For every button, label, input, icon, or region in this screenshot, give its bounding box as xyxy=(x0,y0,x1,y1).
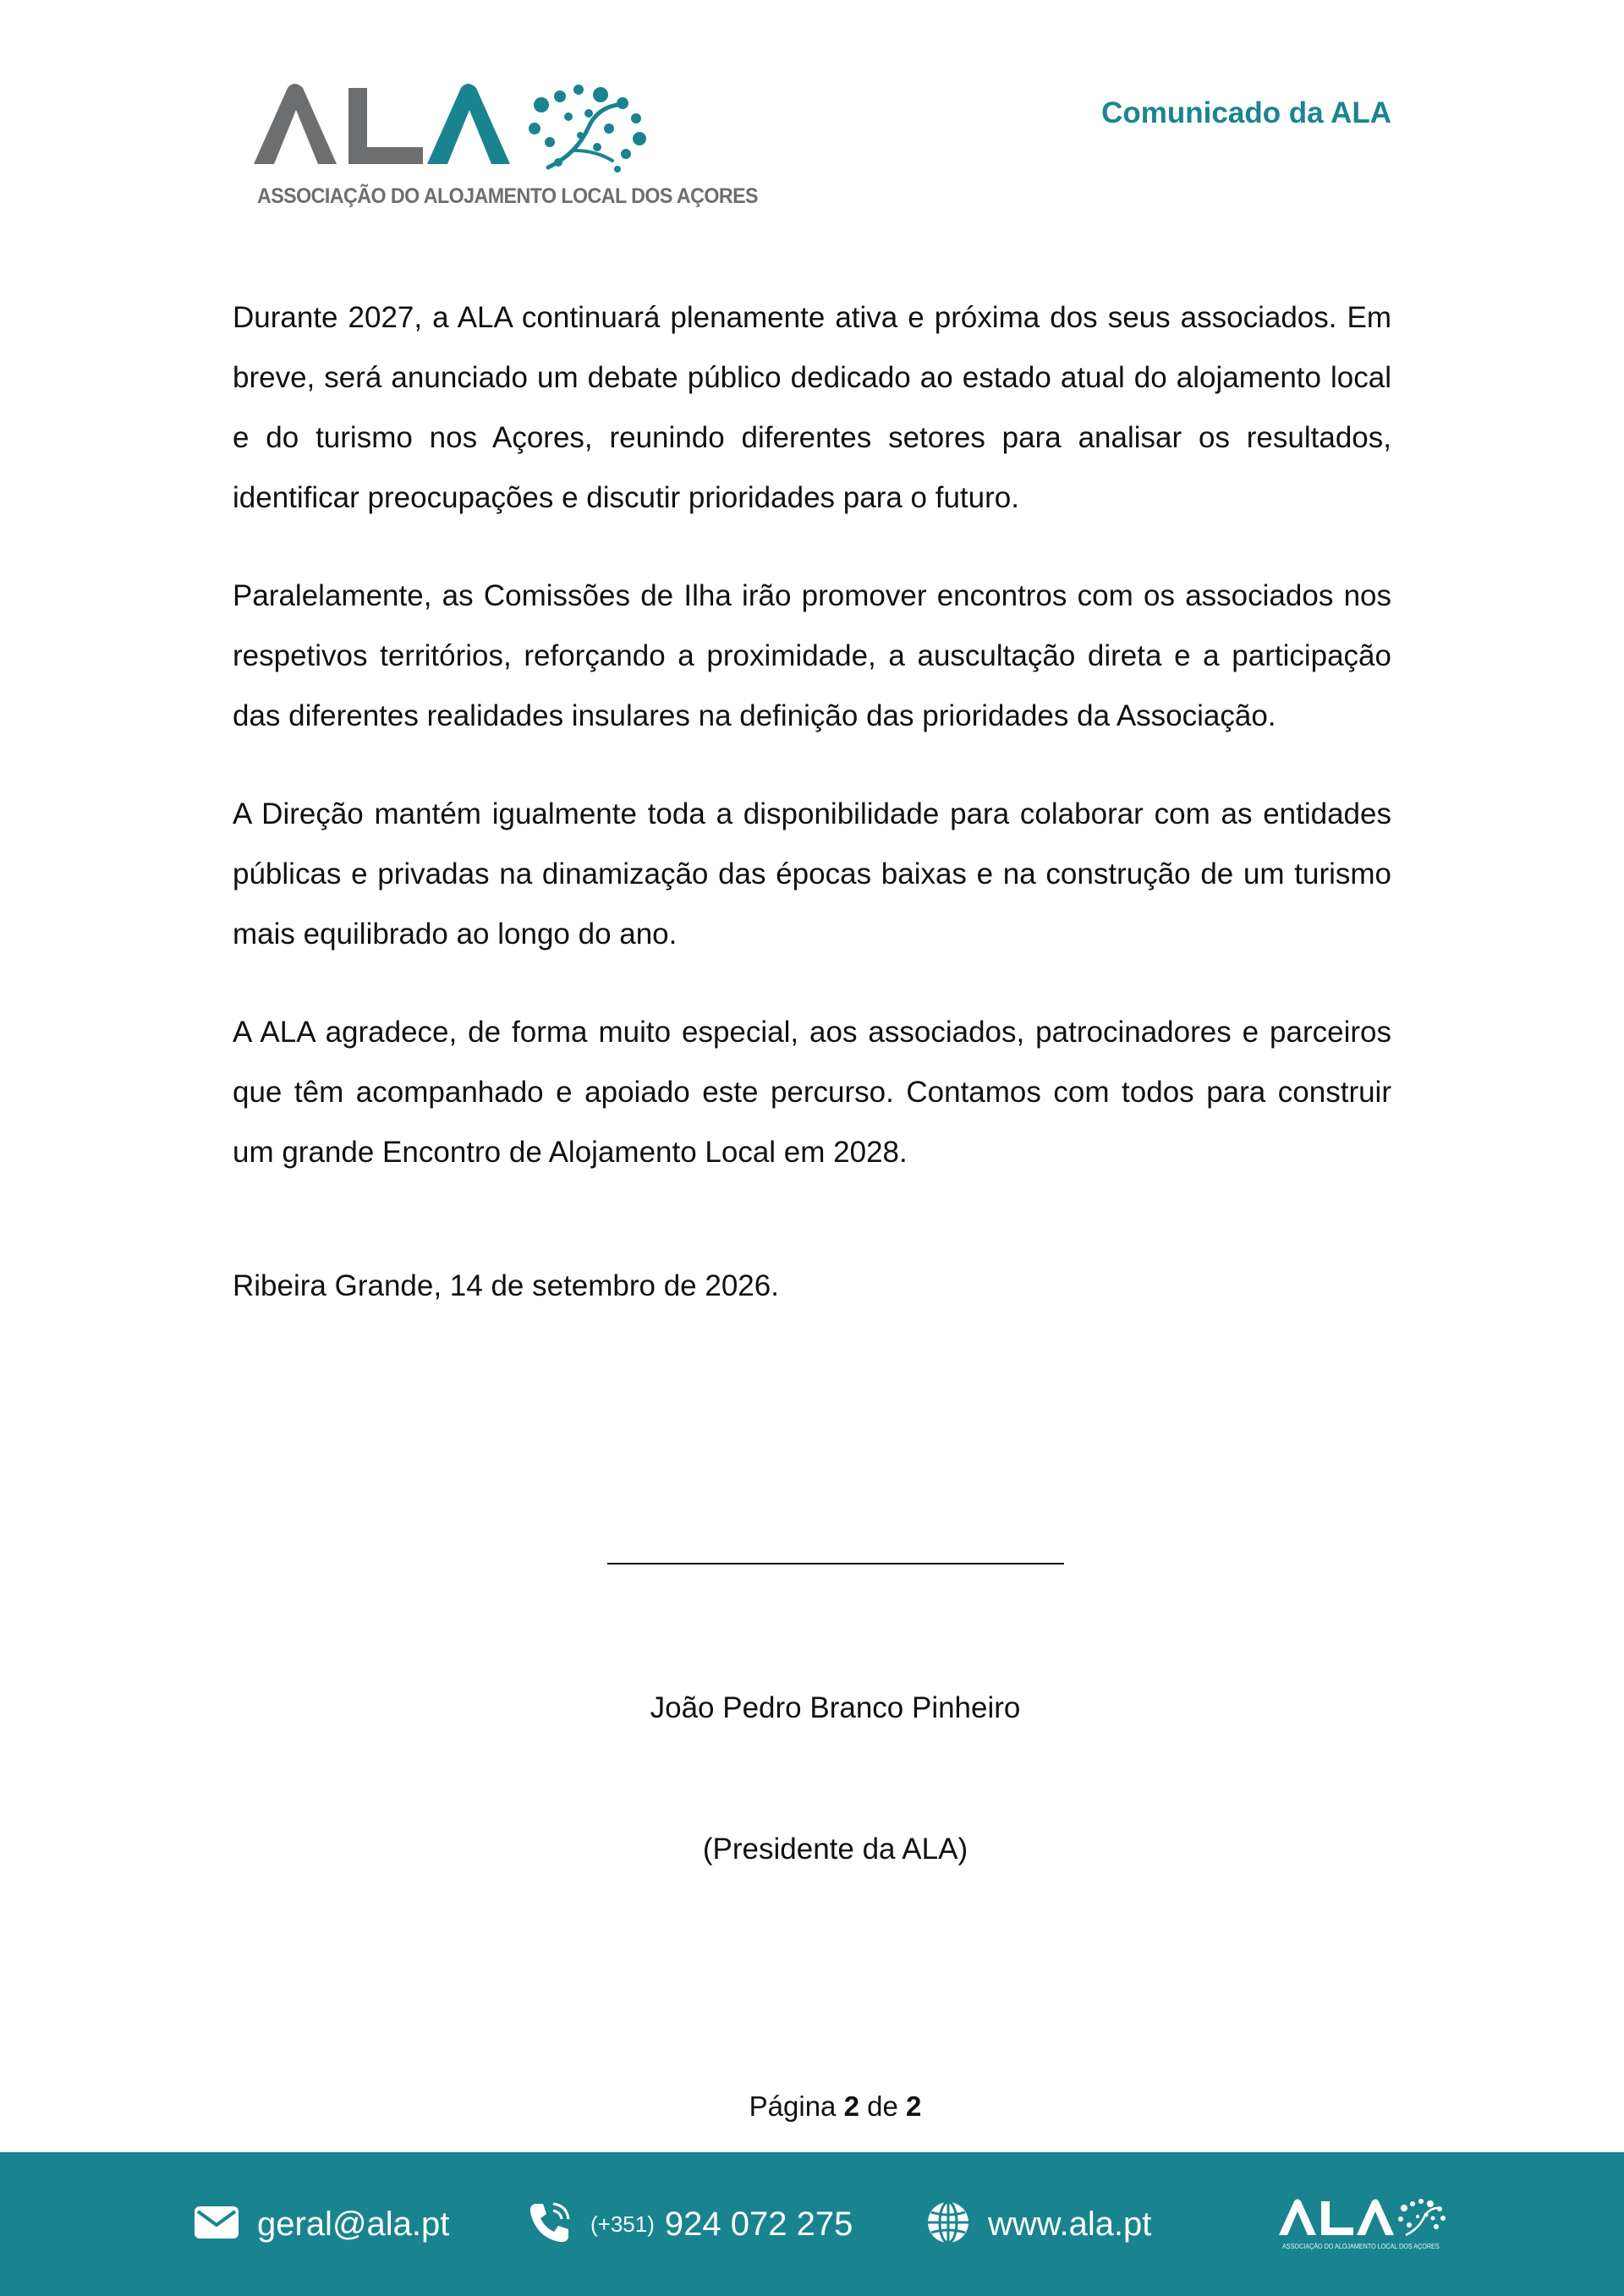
signatory-name: João Pedro Branco Pinheiro xyxy=(650,1691,1021,1724)
page-prefix: Página xyxy=(749,2091,837,2122)
document-title: Comunicado da ALA xyxy=(1101,96,1391,129)
phone-icon xyxy=(526,2199,573,2250)
page-total: 2 xyxy=(906,2091,922,2122)
page-number xyxy=(0,2091,1624,2123)
footer-email[interactable] xyxy=(193,2152,449,2296)
signature-line xyxy=(607,1563,1064,1564)
logo-subtitle: ASSOCIAÇÃO DO ALOJAMENTO LOCAL DOS AÇORES xyxy=(257,184,759,208)
mail-icon xyxy=(193,2205,240,2244)
ala-logo-mark xyxy=(254,79,651,177)
document-body xyxy=(233,288,1391,1220)
page-current: 2 xyxy=(843,2091,859,2122)
footer-website[interactable] xyxy=(925,2152,1151,2296)
footer-ala-logo xyxy=(1277,2196,1446,2255)
footer-logo-mark xyxy=(1277,2196,1446,2240)
footer-bar xyxy=(0,2152,1624,2296)
email-text: geral@ala.pt xyxy=(257,2205,450,2243)
phone-text: 924 072 275 xyxy=(664,2205,853,2243)
date-line: Ribeira Grande, 14 de setembro de 2026. xyxy=(233,1269,779,1302)
signatory-role: (Presidente da ALA) xyxy=(702,1833,968,1866)
paragraph: A Direção mantém igualmente toda a disponibilidade para colaborar com as entidades públicas e privadas na dinamização das épocas baixas e na construção de um turismo mais equilibrado ao longo do ano. xyxy=(233,797,1391,951)
paragraph: A ALA agradece, de forma muito especial, aos associados, patrocinadores e parceiros que têm acompanhado e apoiado este percurso. Contamos com todos para construir um grande Encontro de Alojamento Local em 2028. xyxy=(233,1016,1391,1169)
paragraph: Paralelamente, as Comissões de Ilha irão promover encontros com os associados nos respetivos territórios, reforçando a proximidade, a auscultação direta e a participação das diferentes realidades insulares na definição das prioridades da Associação. xyxy=(233,579,1391,732)
paragraph: Durante 2027, a ALA continuará plenamente ativa e próxima dos seus associados. Em breve, será anunciado um debate público dedicado ao estado atual do alojamento local e do turismo nos Açores, reunindo diferentes setores para analisar os resultados, identificar preocupações e discutir prioridades para o futuro. xyxy=(233,301,1391,514)
globe-icon xyxy=(925,2200,971,2249)
phone-prefix: (+351) xyxy=(590,2211,655,2237)
footer-logo-subtitle: ASSOCIAÇÃO DO ALOJAMENTO LOCAL DOS AÇORES xyxy=(1282,2243,1440,2250)
website-text: www.ala.pt xyxy=(988,2205,1152,2243)
footer-phone[interactable] xyxy=(526,2152,853,2296)
page-separator: de xyxy=(867,2091,898,2122)
ala-logo xyxy=(254,79,759,215)
